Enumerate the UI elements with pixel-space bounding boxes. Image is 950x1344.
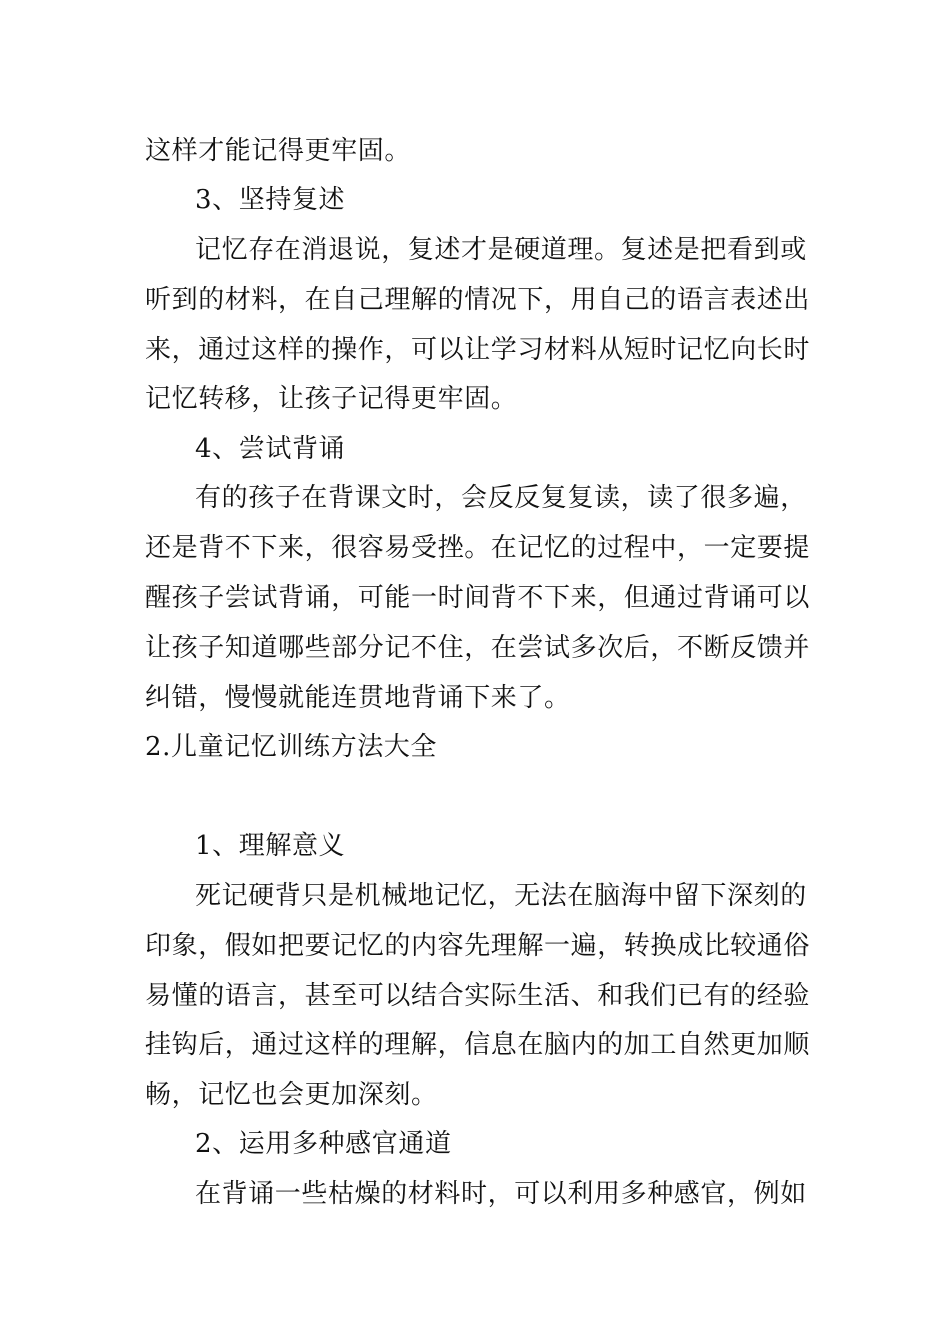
paragraph-line: 死记硬背只是机械地记忆，无法在脑海中留下深刻的 [195,881,807,911]
paragraph-line: 让孩子知道哪些部分记不住，在尝试多次后，不断反馈并 [145,633,811,663]
paragraph-line: 在背诵一些枯燥的材料时，可以利用多种感官，例如 [195,1179,807,1209]
paragraph-line: 记忆存在消退说，复述才是硬道理。复述是把看到或 [195,235,807,265]
section-heading: 3、坚持复述 [195,185,346,215]
paragraph-line: 记忆转移，让孩子记得更牢固。 [145,384,518,414]
paragraph-line: 来，通过这样的操作，可以让学习材料从短时记忆向长时 [145,335,811,365]
paragraph-line: 还是背不下来，很容易受挫。在记忆的过程中，一定要提 [145,533,811,563]
section-heading: 1、理解意义 [195,831,346,861]
paragraph-line: 醒孩子尝试背诵，可能一时间背不下来，但通过背诵可以 [145,583,811,613]
paragraph-line: 挂钩后，通过这样的理解，信息在脑内的加工自然更加顺 [145,1030,811,1060]
paragraph-line: 听到的材料，在自己理解的情况下，用自己的语言表述出 [145,285,811,315]
section-heading: 2、运用多种感官通道 [195,1129,452,1159]
paragraph-line: 这样才能记得更牢固。 [145,136,412,166]
section-heading: 4、尝试背诵 [195,434,346,464]
paragraph-line: 畅，记忆也会更加深刻。 [145,1080,438,1110]
paragraph-line: 印象，假如把要记忆的内容先理解一遍，转换成比较通俗 [145,931,811,961]
chapter-heading: 2.儿童记忆训练方法大全 [145,732,438,762]
paragraph-line: 纠错，慢慢就能连贯地背诵下来了。 [145,683,571,713]
paragraph-line: 易懂的语言，甚至可以结合实际生活、和我们已有的经验 [145,981,811,1011]
paragraph-line: 有的孩子在背课文时，会反反复复读，读了很多遍， [195,483,807,513]
